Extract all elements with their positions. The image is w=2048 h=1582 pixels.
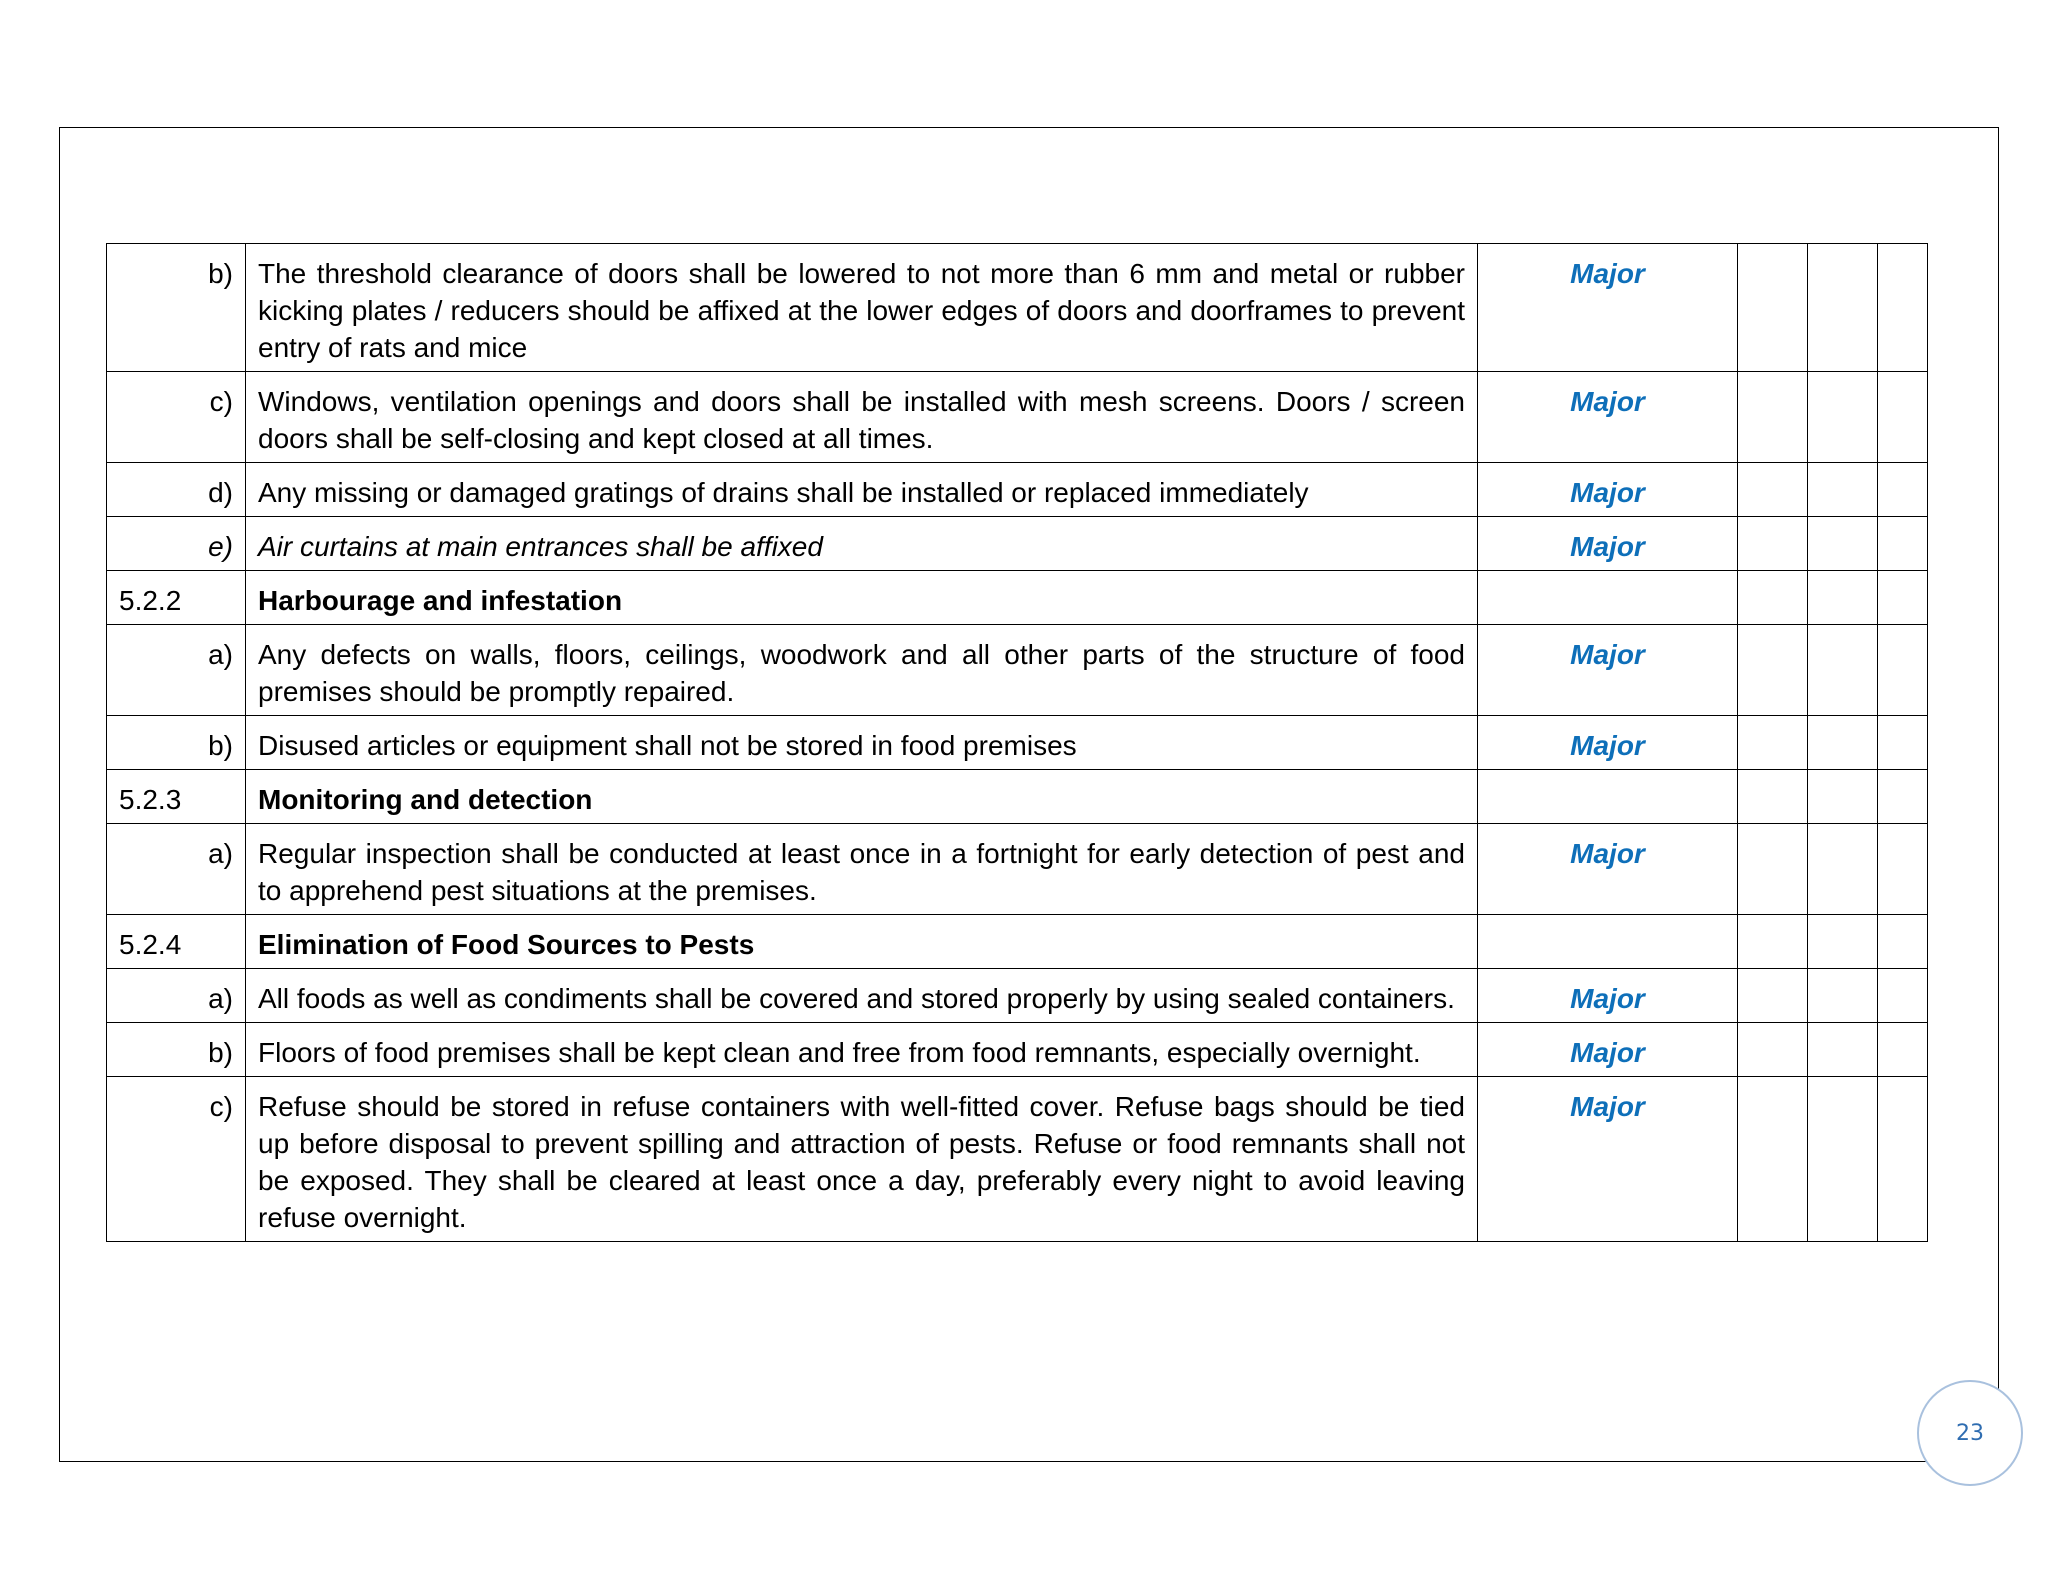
check-cell[interactable]	[1808, 244, 1878, 372]
checklist-table	[106, 243, 1928, 1242]
item-number: a)	[107, 969, 246, 1023]
check-cell[interactable]	[1738, 625, 1808, 716]
check-cell[interactable]	[1738, 1077, 1808, 1242]
check-cell[interactable]	[1738, 1023, 1808, 1077]
item-number: a)	[107, 625, 246, 716]
check-cell[interactable]	[1878, 716, 1928, 770]
table-row	[107, 244, 1928, 372]
check-cell[interactable]	[1808, 1023, 1878, 1077]
table-row	[107, 625, 1928, 716]
check-cell[interactable]	[1878, 625, 1928, 716]
table-row	[107, 824, 1928, 915]
check-cell[interactable]	[1808, 716, 1878, 770]
check-cell[interactable]	[1738, 969, 1808, 1023]
check-cell[interactable]	[1738, 571, 1808, 625]
section-number: 5.2.4	[107, 915, 246, 969]
item-number: d)	[107, 463, 246, 517]
check-cell[interactable]	[1808, 915, 1878, 969]
check-cell[interactable]	[1738, 770, 1808, 824]
section-row	[107, 915, 1928, 969]
item-text: The threshold clearance of doors shall be lowered to not more than 6 mm and metal or rubber kicking plates / reducers should be affixed at the lower edges of doors and doorframes to prevent entry of rats and mice	[246, 244, 1478, 372]
check-cell[interactable]	[1808, 824, 1878, 915]
item-number: b)	[107, 1023, 246, 1077]
check-cell[interactable]	[1808, 571, 1878, 625]
check-cell[interactable]	[1738, 915, 1808, 969]
item-number: c)	[107, 372, 246, 463]
severity-label: Major	[1478, 716, 1738, 770]
check-cell[interactable]	[1878, 1077, 1928, 1242]
severity-label: Major	[1478, 1023, 1738, 1077]
check-cell[interactable]	[1878, 915, 1928, 969]
item-number: b)	[107, 716, 246, 770]
item-text: Air curtains at main entrances shall be affixed	[246, 517, 1478, 571]
item-text: Windows, ventilation openings and doors shall be installed with mesh screens. Doors / screen doors shall be self-closing and kept closed at all times.	[246, 372, 1478, 463]
check-cell[interactable]	[1738, 244, 1808, 372]
item-number: a)	[107, 824, 246, 915]
severity-label: Major	[1478, 244, 1738, 372]
severity-label: Major	[1478, 1077, 1738, 1242]
check-cell[interactable]	[1878, 770, 1928, 824]
table-row	[107, 716, 1928, 770]
check-cell[interactable]	[1808, 1077, 1878, 1242]
section-row	[107, 770, 1928, 824]
item-number: e)	[107, 517, 246, 571]
severity-label	[1478, 571, 1738, 625]
check-cell[interactable]	[1808, 463, 1878, 517]
section-heading: Elimination of Food Sources to Pests	[246, 915, 1478, 969]
item-text: Disused articles or equipment shall not be stored in food premises	[246, 716, 1478, 770]
check-cell[interactable]	[1878, 571, 1928, 625]
severity-label: Major	[1478, 969, 1738, 1023]
check-cell[interactable]	[1878, 372, 1928, 463]
item-text: Refuse should be stored in refuse containers with well-fitted cover. Refuse bags should be tied up before disposal to prevent spilling and attraction of pests. Refuse or food remnants shall not be exposed. They shall be cleared at least once a day, preferably every night to avoid leaving refuse overnight.	[246, 1077, 1478, 1242]
section-heading: Harbourage and infestation	[246, 571, 1478, 625]
check-cell[interactable]	[1878, 824, 1928, 915]
severity-label: Major	[1478, 625, 1738, 716]
check-cell[interactable]	[1738, 824, 1808, 915]
check-cell[interactable]	[1738, 372, 1808, 463]
item-text: Any defects on walls, floors, ceilings, woodwork and all other parts of the structure of food premises should be promptly repaired.	[246, 625, 1478, 716]
check-cell[interactable]	[1808, 770, 1878, 824]
table-row	[107, 1023, 1928, 1077]
check-cell[interactable]	[1808, 969, 1878, 1023]
check-cell[interactable]	[1738, 517, 1808, 571]
check-cell[interactable]	[1808, 517, 1878, 571]
item-number: b)	[107, 244, 246, 372]
check-cell[interactable]	[1878, 517, 1928, 571]
severity-label: Major	[1478, 517, 1738, 571]
check-cell[interactable]	[1878, 969, 1928, 1023]
severity-label: Major	[1478, 372, 1738, 463]
check-cell[interactable]	[1808, 372, 1878, 463]
check-cell[interactable]	[1738, 463, 1808, 517]
item-text: Regular inspection shall be conducted at least once in a fortnight for early detection of pest and to apprehend pest situations at the premises.	[246, 824, 1478, 915]
table-row	[107, 1077, 1928, 1242]
check-cell[interactable]	[1738, 716, 1808, 770]
table-row	[107, 463, 1928, 517]
check-cell[interactable]	[1878, 244, 1928, 372]
check-cell[interactable]	[1878, 1023, 1928, 1077]
section-number: 5.2.2	[107, 571, 246, 625]
table-row	[107, 969, 1928, 1023]
severity-label: Major	[1478, 463, 1738, 517]
check-cell[interactable]	[1878, 463, 1928, 517]
check-cell[interactable]	[1808, 625, 1878, 716]
section-number: 5.2.3	[107, 770, 246, 824]
severity-label	[1478, 915, 1738, 969]
page-number: 23	[1956, 1420, 1984, 1446]
table-row	[107, 372, 1928, 463]
section-heading: Monitoring and detection	[246, 770, 1478, 824]
table-row	[107, 517, 1928, 571]
page-number-badge	[1917, 1380, 2023, 1486]
item-text: Floors of food premises shall be kept clean and free from food remnants, especially overnight.	[246, 1023, 1478, 1077]
severity-label	[1478, 770, 1738, 824]
item-number: c)	[107, 1077, 246, 1242]
item-text: All foods as well as condiments shall be covered and stored properly by using sealed containers.	[246, 969, 1478, 1023]
severity-label: Major	[1478, 824, 1738, 915]
item-text: Any missing or damaged gratings of drains shall be installed or replaced immediately	[246, 463, 1478, 517]
section-row	[107, 571, 1928, 625]
